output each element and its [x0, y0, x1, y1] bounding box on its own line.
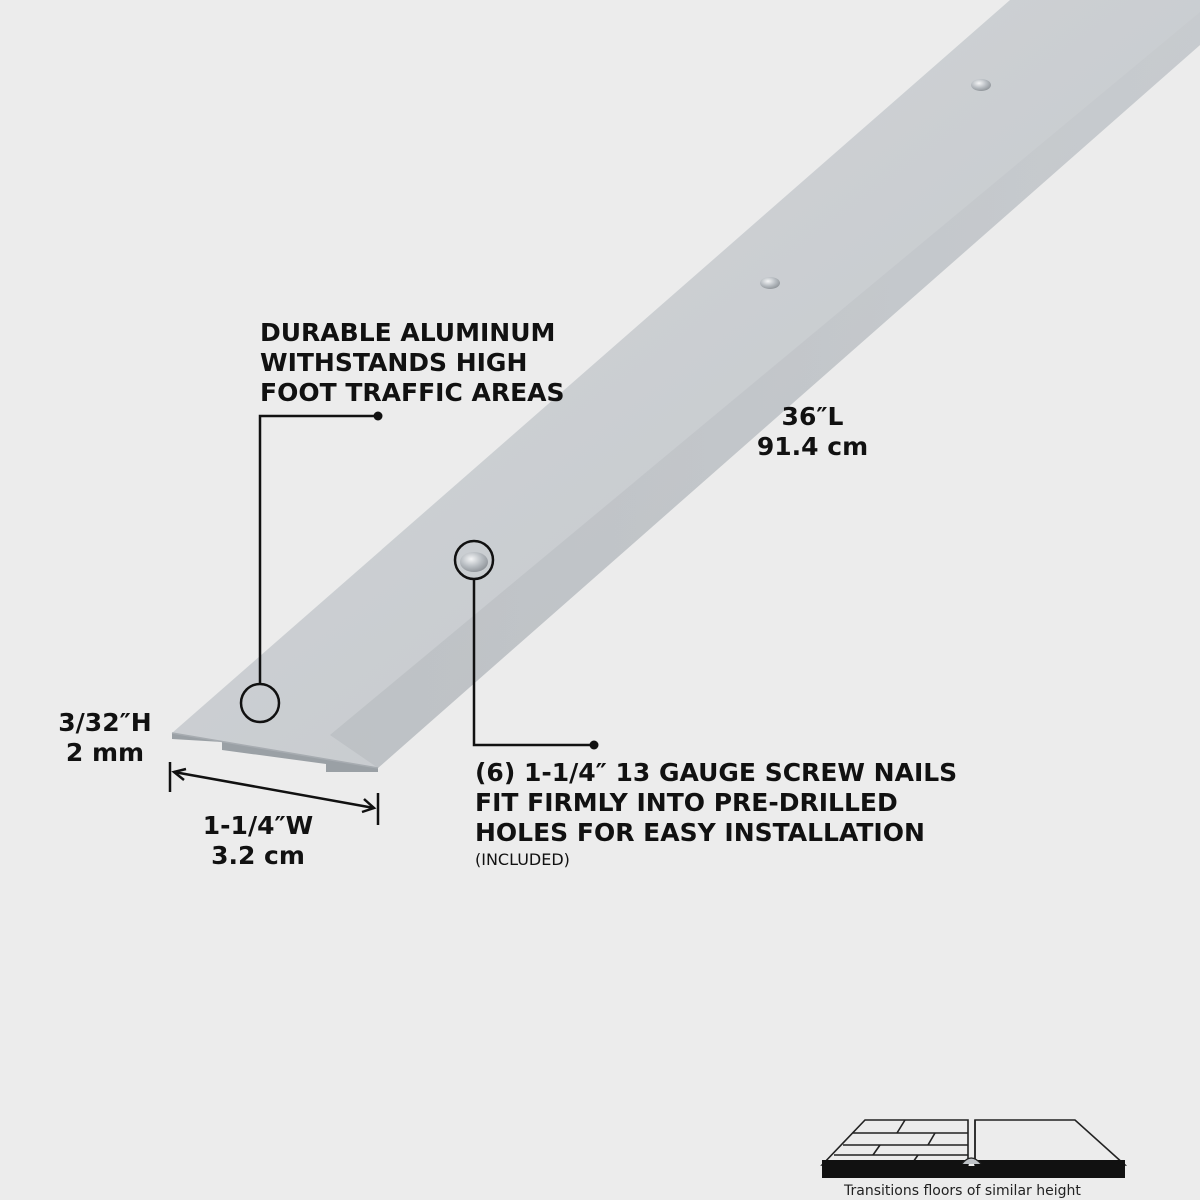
- floor-transition-icon: [822, 1120, 1125, 1178]
- length-metric: 91.4 cm: [756, 432, 869, 461]
- fastener-callout-line: HOLES FOR EASY INSTALLATION: [475, 818, 925, 847]
- length-imperial: 36″L: [781, 402, 844, 431]
- material-callout-line: FOOT TRAFFIC AREAS: [260, 378, 565, 407]
- fastener-callout-line: FIT FIRMLY INTO PRE-DRILLED: [475, 788, 898, 817]
- width-metric: 3.2 cm: [211, 841, 305, 870]
- height-metric: 2 mm: [65, 738, 145, 767]
- material-callout: [260, 318, 565, 408]
- transition-caption: Transitions floors of similar height: [844, 1183, 1081, 1199]
- fastener-callout-line: (6) 1-1/4″ 13 GAUGE SCREW NAILS: [475, 758, 958, 787]
- material-callout-line: WITHSTANDS HIGH: [260, 348, 528, 377]
- fastener-included-note: (INCLUDED): [475, 850, 570, 869]
- height-dimension: [50, 708, 160, 768]
- fastener-callout: [475, 758, 957, 870]
- material-callout-line: DURABLE ALUMINUM: [260, 318, 556, 347]
- width-dimension: [198, 811, 318, 871]
- height-imperial: 3/32″H: [58, 708, 152, 737]
- length-dimension: [755, 402, 870, 462]
- width-imperial: 1-1/4″W: [202, 811, 314, 840]
